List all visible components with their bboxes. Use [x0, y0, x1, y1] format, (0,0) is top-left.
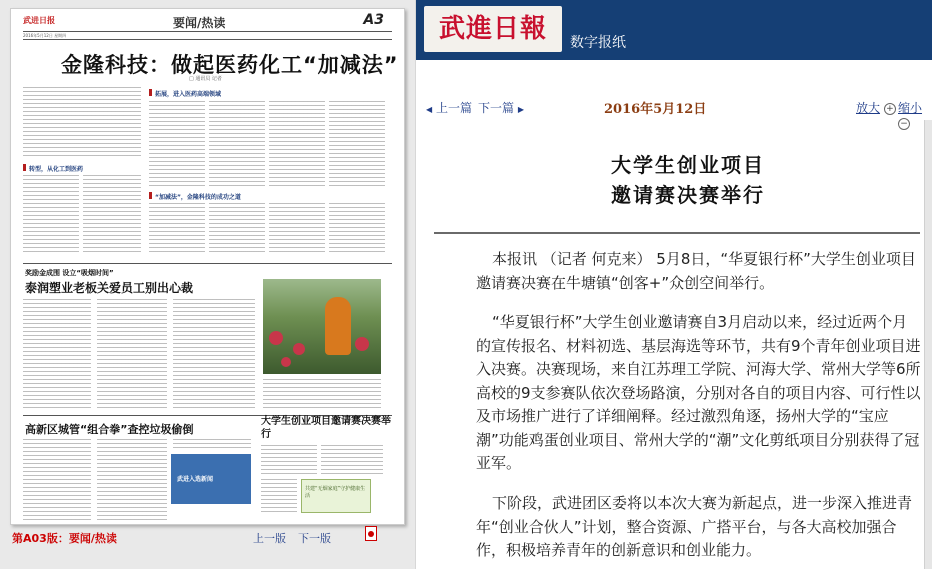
story-kicker: 奖励金成围 设立“吸烟时间” — [25, 269, 114, 277]
pdf-download-icon[interactable] — [365, 526, 377, 541]
divider — [23, 39, 392, 40]
article-title-line1: 大学生创业项目 — [611, 153, 765, 177]
article-pane — [415, 0, 932, 569]
photo-caption — [263, 379, 381, 411]
subhead-marker — [23, 164, 26, 171]
flower-shape — [293, 343, 305, 355]
text-block — [97, 299, 167, 411]
page-number: A3 — [363, 12, 384, 28]
story-byline: □ 通讯员 记者 — [189, 76, 222, 82]
newspaper-page-image[interactable] — [10, 8, 405, 525]
article-title — [611, 150, 765, 210]
site-logo[interactable]: 武進日報 — [424, 6, 562, 52]
text-block — [23, 439, 91, 523]
promo-box-text: 共建“无烟家庭”守护健康生活 — [305, 486, 366, 499]
divider — [23, 263, 392, 264]
text-block — [23, 87, 141, 159]
text-block — [329, 101, 385, 187]
page-date-line: 2016年5月12日 星期四 — [23, 33, 67, 38]
flower-shape — [281, 357, 291, 367]
article-paragraph: 本报讯 （记者 何克来） 5月8日，“华夏银行杯”大学生创业项目邀请赛决赛在牛塘镇“创客+”众创空间举行。 — [476, 250, 916, 292]
zoom-out-label: 缩小 — [898, 101, 923, 115]
page-section-title: 要闻/热读 — [173, 16, 226, 30]
flower-shape — [269, 331, 283, 345]
text-block — [329, 203, 385, 255]
text-block — [83, 175, 141, 255]
text-block — [173, 439, 251, 451]
flower-shape — [355, 337, 369, 351]
text-block — [97, 439, 167, 523]
text-block — [209, 101, 265, 187]
prev-page-link[interactable]: 上一版 — [253, 532, 286, 545]
subhead-marker — [149, 192, 152, 199]
site-subtitle: 数字报纸 — [570, 35, 626, 51]
zoom-in-label: 放大 — [856, 101, 881, 115]
text-block — [149, 101, 205, 187]
text-block — [261, 445, 317, 475]
story-headline-chuangye[interactable]: 大学生创业项目邀请赛决赛举行 — [261, 416, 391, 440]
triangle-right-icon: ▶ — [517, 105, 524, 114]
zoom-in-button[interactable] — [856, 99, 896, 116]
news-photo[interactable] — [263, 279, 381, 374]
zoom-out-icon: − — [898, 118, 910, 130]
triangle-left-icon: ◀ — [426, 105, 433, 114]
prev-article-link[interactable] — [426, 99, 472, 116]
photo-person — [325, 297, 351, 355]
next-article-link[interactable] — [478, 99, 524, 116]
promo-box-text: 武进入选新闻 — [177, 476, 214, 483]
promo-box-health[interactable] — [301, 479, 371, 513]
page-viewer — [0, 0, 415, 569]
story-headline-chengguan[interactable]: 高新区城管“组合拳”查控垃圾偷倒 — [25, 423, 194, 436]
next-page-link[interactable]: 下一版 — [298, 532, 331, 545]
article-paragraph: “华夏银行杯”大学生创业邀请赛自3月启动以来，经过近两个月的宣传报名、材料初选、基层海选等环节，共有9个青年创业项目进入决赛。决赛现场，来自江苏理工学院、河海大学、常州大学等6所高校的9支参赛队依次登场路演，分别对各自的项目内容、可行性以及市场推广进行了详细阐释。经过激烈角逐，扬州大学的“宝应潮”功能鸡蛋创业项目、常州大学的“潮”文化剪纸项目分别获得了冠亚军。 — [476, 313, 921, 472]
text-block — [269, 101, 325, 187]
text-block — [23, 175, 79, 255]
divider — [23, 31, 392, 32]
text-block — [23, 299, 91, 411]
prev-article-label: 上一篇 — [435, 101, 472, 115]
subhead: 转型，从化工到医药 — [29, 166, 84, 173]
subhead-marker — [149, 89, 152, 96]
zoom-in-icon: + — [884, 103, 896, 115]
title-divider — [434, 232, 920, 234]
page-edition-label: 第A03版：要闻/热读 — [12, 532, 117, 545]
promo-box[interactable] — [171, 454, 251, 504]
article-title-line2: 邀请赛决赛举行 — [611, 183, 765, 207]
next-article-label: 下一篇 — [478, 101, 515, 115]
story-headline-tairun[interactable]: 泰润塑业老板关爱员工别出心裁 — [25, 281, 194, 295]
article-date: 2016年5月12日 — [604, 102, 707, 117]
text-block — [269, 203, 325, 255]
page-masthead: 武进日报 — [23, 15, 55, 25]
scrollbar[interactable] — [924, 120, 932, 569]
subhead: 拓展，进入医药高端领域 — [155, 91, 222, 98]
text-block — [261, 479, 297, 515]
subhead: “加减法”，金隆科技的成功之道 — [155, 194, 241, 201]
text-block — [149, 203, 205, 255]
text-block — [209, 203, 265, 255]
site-header — [416, 0, 932, 60]
article-paragraph: 下阶段，武进团区委将以本次大赛为新起点，进一步深入推进青年“创业合伙人”计划，整合资源、广搭平台，与各大高校加强合作，积极培养青年的创新意识和创业能力。 — [476, 494, 913, 559]
text-block — [173, 299, 255, 411]
text-block — [321, 445, 383, 475]
story-headline-jinlong[interactable]: 金隆科技：做起医药化工“加减法” — [61, 53, 399, 77]
